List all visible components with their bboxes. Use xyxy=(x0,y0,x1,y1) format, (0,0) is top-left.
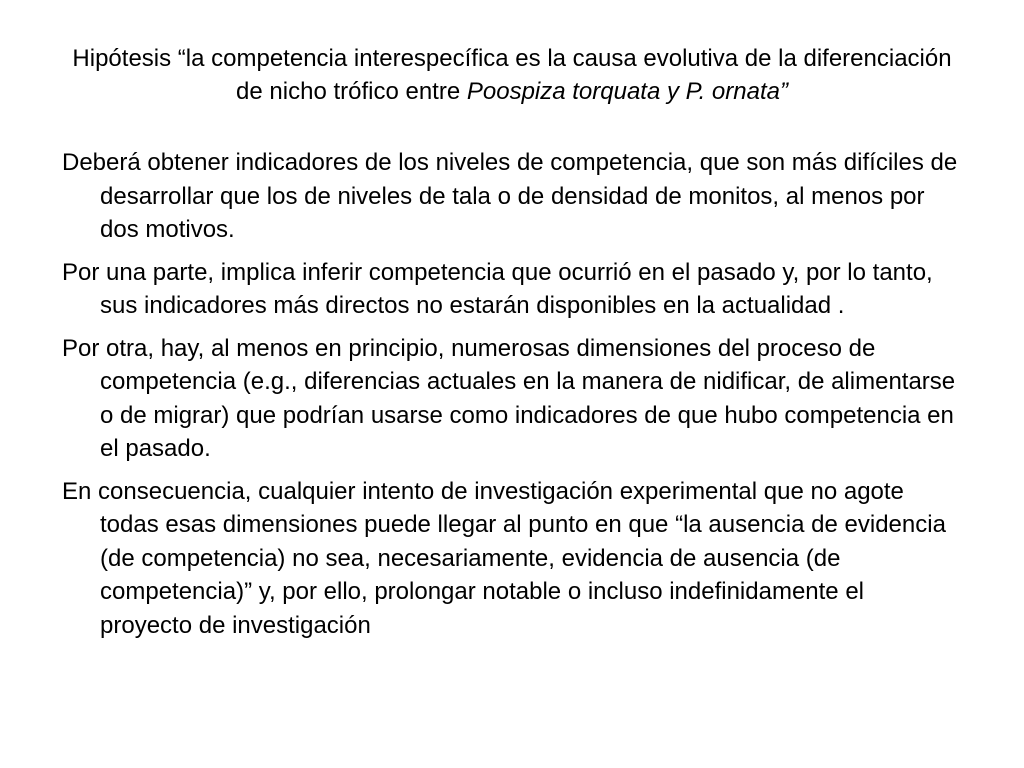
slide-title-text: Hipótesis “la competencia interespecífica es la causa evolutiva de la diferenciación de nicho trófico entre xyxy=(72,45,952,105)
body-paragraph-2: Por una parte, implica inferir competencia que ocurrió en el pasado y, por lo tanto, sus indicadores más directos no estarán disponibles en la actualidad . xyxy=(62,258,933,319)
slide-title xyxy=(60,42,964,108)
body-paragraph-3: Por otra, hay, al menos en principio, numerosas dimensiones del proceso de competencia (e.g., diferencias actuales en la manera de nidificar, de alimentarse o de migrar) que podrían usarse como indicadores de que hubo competencia en el pasado. xyxy=(62,334,956,462)
slide-body xyxy=(62,146,962,651)
body-paragraph-4: En consecuencia, cualquier intento de investigación experimental que no agote todas esas dimensiones puede llegar al punto en que “la ausencia de evidencia (de competencia) no sea, necesariamente, evidencia de ausencia (de competencia)” y, por ello, prolongar notable o incluso indefinidamente el proyecto de investigación xyxy=(62,477,946,639)
body-paragraph-1: Deberá obtener indicadores de los niveles de competencia, que son más difíciles de desarrollar que los de niveles de tala o de densidad de monitos, al menos por dos motivos. xyxy=(62,149,958,243)
slide-title-species: Poospiza torquata y P. ornata” xyxy=(466,78,788,105)
